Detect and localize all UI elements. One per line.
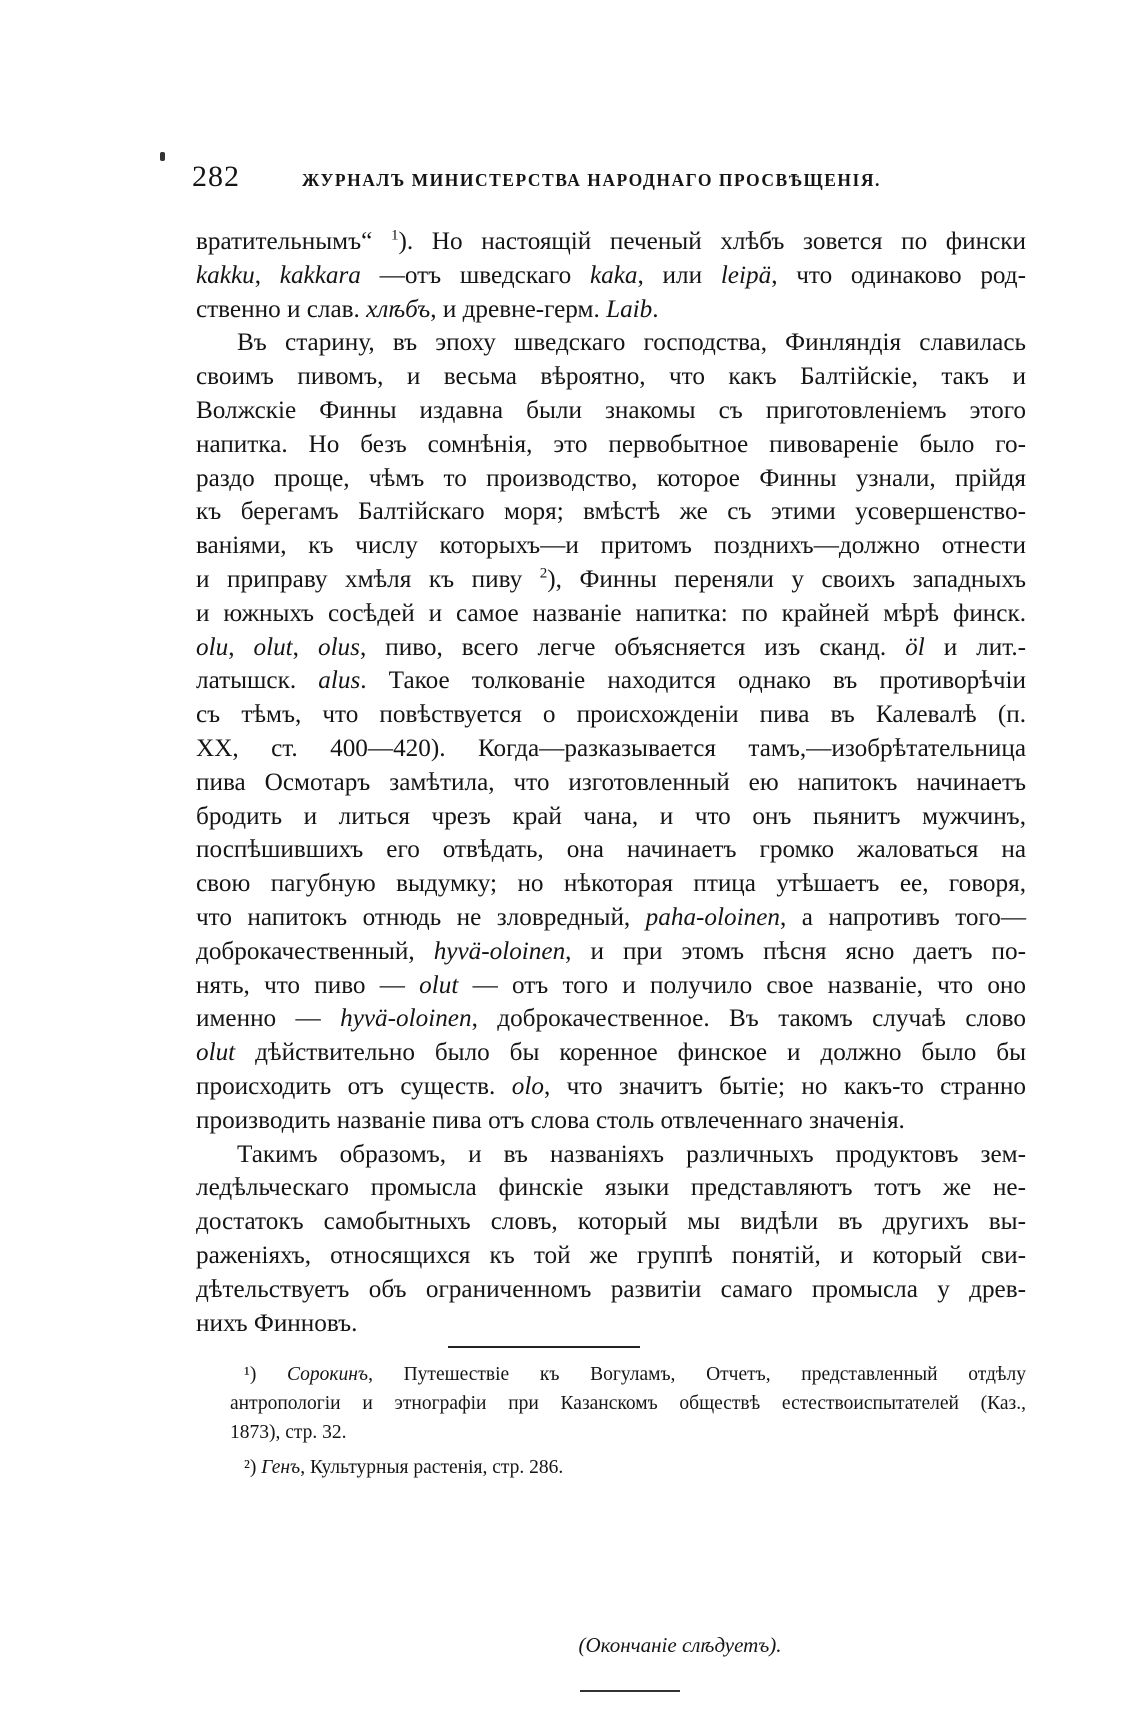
page-header bbox=[192, 160, 1012, 210]
text-line bbox=[196, 833, 1026, 867]
italic-term: kaka bbox=[589, 261, 638, 289]
footnote-marker: 2 bbox=[539, 565, 548, 582]
text-line bbox=[196, 360, 1026, 394]
text-run: , что значитъ бытіе; но какъ-то странно bbox=[543, 1072, 1026, 1100]
text-run: антропологіи и этнографіи при Казанскомъ обществѣ естествоиспытателей (Каз., bbox=[230, 1393, 1026, 1414]
text-line bbox=[196, 1104, 1026, 1138]
text-run: дѣйствительно было бы коренное финское и должно было бы bbox=[235, 1039, 1026, 1067]
text-line bbox=[196, 1070, 1026, 1104]
text-run: , пиво, всего легче объясняется изъ сканд. bbox=[359, 633, 906, 661]
text-run: Такимъ образомъ, и въ названіяхъ различныхъ продуктовъ зем- bbox=[237, 1140, 1026, 1168]
text-run: доброкачественный, bbox=[196, 937, 434, 965]
italic-term: kakkara bbox=[279, 261, 361, 289]
paragraph bbox=[196, 326, 1026, 1137]
text-line bbox=[196, 428, 1026, 462]
paragraph bbox=[196, 1138, 1026, 1341]
italic-term: paha-oloinen bbox=[645, 903, 780, 931]
text-run: . Такое толкованіе находится однако въ противорѣчіи bbox=[360, 667, 1026, 695]
text-run: достатокъ самобытныхъ словъ, который мы видѣли въ другихъ вы- bbox=[196, 1208, 1026, 1236]
text-run: производить названіе пива отъ слова столь отвлеченнаго значенія. bbox=[196, 1106, 905, 1134]
text-run: раздо проще, чѣмъ то производство, которое Финны узнали, прійдя bbox=[196, 464, 1026, 492]
text-run: ²) bbox=[244, 1457, 262, 1478]
text-line bbox=[196, 969, 1026, 1003]
italic-term: olo bbox=[511, 1072, 544, 1100]
text-run: бродить и литься чрезъ край чана, и что онъ пьянитъ мужчинъ, bbox=[196, 802, 1026, 830]
italic-term: olus bbox=[317, 633, 360, 661]
body-text bbox=[196, 225, 1026, 1340]
text-run: пива Осмотаръ замѣтила, что изготовленный ею напитокъ начинаетъ bbox=[196, 768, 1026, 796]
text-line bbox=[196, 495, 1026, 529]
text-run: Волжскіе Финны издавна были знакомы съ приготовленіемъ этого bbox=[196, 396, 1026, 424]
italic-term: olut bbox=[196, 1039, 236, 1067]
paragraph bbox=[196, 225, 1026, 326]
italic-term: хлѣбъ bbox=[366, 295, 431, 323]
text-run: что напитокъ отнюдь не зловредный, bbox=[196, 903, 646, 931]
text-run: —отъ шведскаго bbox=[360, 261, 590, 289]
italic-term: kakku bbox=[196, 261, 255, 289]
footnote-marker: 1 bbox=[390, 227, 399, 244]
italic-term: öl bbox=[905, 633, 925, 661]
text-run: ственно и слав. bbox=[196, 295, 367, 323]
text-run: свою пагубную выдумку; но нѣкоторая птица утѣшаетъ ее, говоря, bbox=[196, 870, 1026, 898]
footnote-line bbox=[244, 1453, 1026, 1482]
text-run: , bbox=[254, 261, 280, 289]
text-run: нихъ Финновъ. bbox=[196, 1309, 358, 1337]
italic-term: Сорокинъ bbox=[287, 1364, 369, 1385]
text-line bbox=[196, 462, 1026, 496]
italic-term: olut bbox=[419, 971, 459, 999]
text-line bbox=[196, 1273, 1026, 1307]
text-line bbox=[196, 901, 1026, 935]
footnote bbox=[244, 1453, 1026, 1482]
text-run: , bbox=[228, 633, 254, 661]
text-line bbox=[196, 766, 1026, 800]
text-run: ваніями, къ числу которыхъ—и притомъ позднихъ—должно отнести bbox=[196, 532, 1026, 560]
text-run: — отъ того и получило свое названіе, что оно bbox=[458, 971, 1026, 999]
text-line bbox=[196, 664, 1026, 698]
text-run: нять, что пиво — bbox=[196, 971, 420, 999]
text-line bbox=[196, 1138, 1026, 1172]
text-run: раженіяхъ, относящихся къ той же группѣ понятій, и который сви- bbox=[196, 1241, 1026, 1269]
text-run: латышск. bbox=[196, 667, 319, 695]
footnote-line bbox=[230, 1389, 1026, 1418]
text-run: Въ старину, въ эпоху шведскаго господства, Финляндія славилась bbox=[237, 329, 1026, 357]
text-run: поспѣшившихъ его отвѣдать, она начинаетъ громко жаловаться на bbox=[196, 836, 1026, 864]
text-run: , и древне-герм. bbox=[430, 295, 607, 323]
text-run: происходить отъ существ. bbox=[196, 1072, 512, 1100]
text-run: 1873), стр. 32. bbox=[230, 1422, 347, 1443]
text-run: своимъ пивомъ, и весьма вѣроятно, что какъ Балтійскіе, такъ и bbox=[196, 363, 1026, 391]
running-head: ЖУРНАЛЪ МИНИСТЕРСТВА НАРОДНАГО ПРОСВѢЩЕНІЯ. bbox=[302, 170, 881, 190]
text-run: и южныхъ сосѣдей и самое названіе напитка: по крайней мѣрѣ финск. bbox=[196, 599, 1026, 627]
text-line bbox=[196, 867, 1026, 901]
text-line bbox=[196, 1036, 1026, 1070]
text-run: къ берегамъ Балтійскаго моря; вмѣстѣ же съ этими усовершенство- bbox=[196, 498, 1026, 526]
text-run: , Культурныя растенія, стр. 286. bbox=[300, 1457, 564, 1478]
italic-term: Laib bbox=[606, 295, 653, 323]
text-line bbox=[196, 529, 1026, 563]
text-run: , bbox=[292, 633, 318, 661]
text-run: и лит.- bbox=[924, 633, 1027, 661]
text-run: , что одинаково род- bbox=[771, 261, 1027, 289]
italic-term: leipä bbox=[720, 261, 772, 289]
text-run: XX, ст. 400—420). Когда—разказывается тамъ,—изобрѣтательница bbox=[196, 734, 1026, 762]
continued-note: (Окончаніе слѣдуетъ). bbox=[578, 1633, 782, 1657]
text-line bbox=[196, 698, 1026, 732]
text-run: , или bbox=[637, 261, 721, 289]
italic-term: olu bbox=[196, 633, 229, 661]
footnote-line bbox=[244, 1360, 1026, 1389]
text-run: , а напротивъ того— bbox=[780, 903, 1027, 931]
text-run: ), Финны переняли у своихъ западныхъ bbox=[547, 565, 1026, 593]
text-line bbox=[196, 563, 1026, 597]
text-line bbox=[196, 394, 1026, 428]
footnotes bbox=[230, 1360, 1026, 1488]
footnote-divider bbox=[448, 1346, 640, 1348]
text-run: вратительнымъ“ bbox=[196, 228, 391, 255]
italic-term: Генъ bbox=[261, 1457, 301, 1478]
text-line bbox=[196, 732, 1026, 766]
page-number: 282 bbox=[192, 160, 240, 193]
italic-term: alus bbox=[318, 667, 361, 695]
text-run: . bbox=[652, 295, 659, 323]
text-run: ¹) bbox=[244, 1364, 287, 1385]
text-line bbox=[196, 800, 1026, 834]
text-run: съ тѣмъ, что повѣствуется о происхожденіи пива въ Калевалѣ (п. bbox=[196, 701, 1026, 729]
footnote bbox=[230, 1360, 1026, 1447]
end-divider bbox=[580, 1690, 680, 1692]
text-run: , доброкачественное. Въ такомъ случаѣ слово bbox=[471, 1005, 1026, 1033]
text-line bbox=[196, 1205, 1026, 1239]
text-run: и приправу хмѣля къ пиву bbox=[196, 565, 540, 593]
print-speck bbox=[160, 152, 165, 161]
text-line bbox=[196, 1239, 1026, 1273]
text-run: напитка. Но безъ сомнѣнія, это первобытное пивовареніе было го- bbox=[196, 430, 1026, 458]
footnote-line bbox=[230, 1418, 1026, 1447]
text-line bbox=[196, 225, 1026, 259]
text-run: , Путешествіе къ Вогуламъ, Отчетъ, представленный отдѣлу bbox=[368, 1364, 1026, 1385]
text-run: дѣтельствуетъ объ ограниченномъ развитіи самаго промысла у древ- bbox=[196, 1275, 1026, 1303]
text-line bbox=[196, 259, 1026, 293]
text-run: ). Но настоящій печеный хлѣбъ зовется по фински bbox=[398, 228, 1026, 255]
text-line bbox=[196, 326, 1026, 360]
text-line bbox=[196, 935, 1026, 969]
text-line bbox=[196, 631, 1026, 665]
italic-term: hyvä-oloinen bbox=[340, 1005, 472, 1033]
text-line bbox=[196, 1307, 1026, 1341]
italic-term: hyvä-oloinen bbox=[433, 937, 566, 965]
text-line bbox=[196, 1002, 1026, 1036]
text-line bbox=[196, 1171, 1026, 1205]
text-run: ледѣльческаго промысла финскіе языки представляютъ тотъ же не- bbox=[196, 1174, 1026, 1202]
text-line bbox=[196, 293, 1026, 327]
text-run: , и при этомъ пѣсня ясно даетъ по- bbox=[565, 937, 1026, 965]
italic-term: olut bbox=[253, 633, 293, 661]
text-line bbox=[196, 597, 1026, 631]
text-run: именно — bbox=[196, 1005, 341, 1033]
